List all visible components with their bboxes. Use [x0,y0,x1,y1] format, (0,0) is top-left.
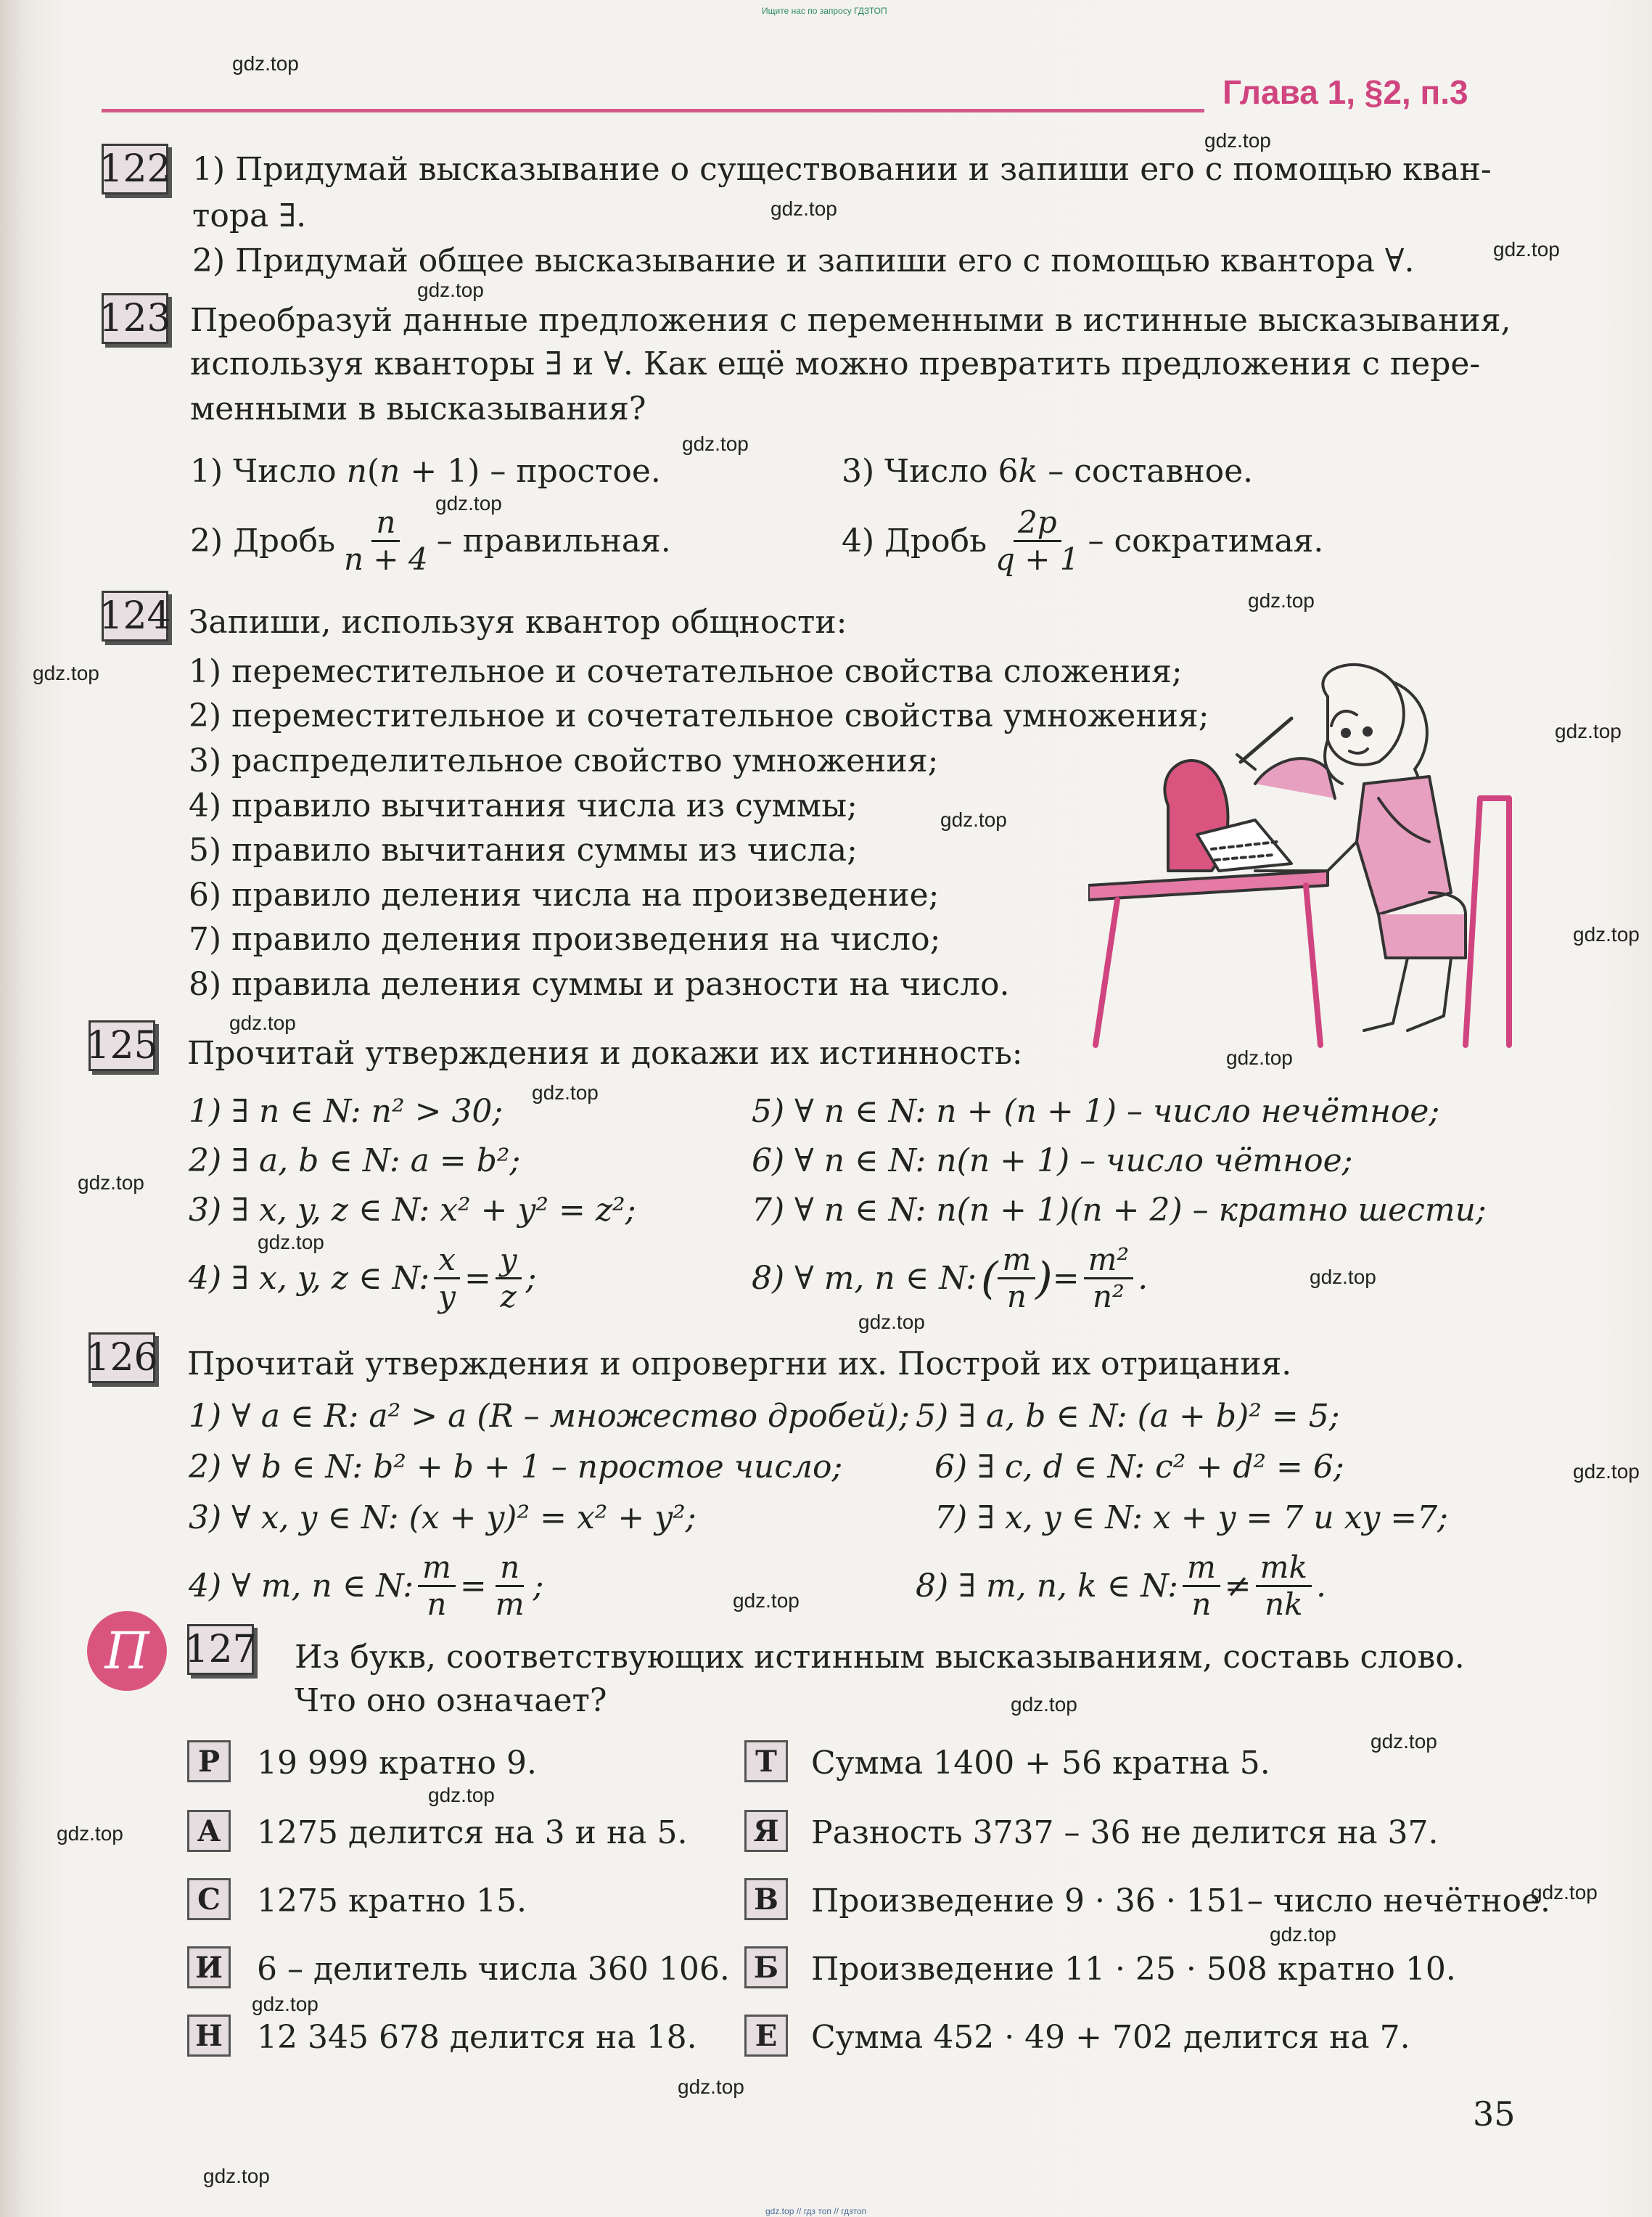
task-123-item-4: 4) Дробь $\frac{2p}{q + 1}$ – сократимая. [842,504,1324,578]
task-127-line: Что оно означает? [295,1682,607,1719]
task-125-item-3: 3) ∃ x, y, z ∈ N: x² + y² = z²; [189,1192,636,1229]
letter-box: Я [744,1810,788,1852]
watermark: gdz.top [1573,923,1640,946]
task-123-item-2: 2) Дробь $\frac{n}{n + 4}$ – правильная. [190,504,671,578]
watermark: gdz.top [1226,1046,1293,1069]
task-125-item-6: 6) ∀ n ∈ N: n(n + 1) – число чётное; [752,1142,1353,1179]
letter-box: С [187,1878,231,1920]
letter-box: Б [744,1946,788,1988]
letter-box: Е [744,2015,788,2057]
statement: 1275 делится на 3 и на 5. [257,1814,688,1851]
task-125-item-4: 4) ∃ x, y, z ∈ N: $\frac{x}{y}$ = $\frac{y}{z}$ ; [189,1242,537,1315]
watermark: gdz.top [78,1171,144,1194]
watermark: gdz.top [940,808,1007,831]
task-number-124: 124 [102,591,168,642]
task-124-item: 5) правило вычитания суммы из числа; [189,832,858,869]
task-126-title: Прочитай утверждения и опровергни их. Построй их отрицания. [187,1345,1292,1382]
task-124-item: 3) распределительное свойство умножения; [189,742,939,779]
statement: Произведение 9 · 36 · 151– число нечётное. [811,1882,1551,1919]
watermark: gdz.top [57,1822,123,1845]
watermark: gdz.top [258,1231,324,1253]
page-number: 35 [1473,2094,1516,2134]
letter-box: Т [744,1740,788,1782]
task-126-item-3: 3) ∀ x, y ∈ N: (x + y)² = x² + y²; [189,1499,696,1536]
letter-box: А [187,1810,231,1852]
watermark: gdz.top [1493,238,1560,261]
task-126-item-4: 4) ∀ m, n ∈ N: $\frac{m}{n}$ = $\frac{n}{m}$ ; [189,1549,544,1623]
top-note: Ищите нас по запросу ГДЗТОП [762,6,887,16]
watermark: gdz.top [678,2075,744,2098]
watermark: gdz.top [252,1993,319,2015]
statement: Разность 3737 – 36 не делится на 37. [811,1814,1439,1851]
watermark: gdz.top [1573,1460,1640,1483]
task-125-item-7: 7) ∀ n ∈ N: n(n + 1)(n + 2) – кратно шести; [752,1192,1487,1229]
watermark: gdz.top [33,662,99,684]
statement: Произведение 11 · 25 · 508 кратно 10. [811,1951,1456,1988]
task-number-125: 125 [89,1020,155,1071]
watermark: gdz.top [435,492,502,515]
task-122-line: тора ∃. [192,197,307,234]
task-127-line: Из букв, соответствующих истинным высказываниям, составь слово. [295,1639,1465,1676]
watermark: gdz.top [1555,720,1622,742]
letter-box: И [187,1946,231,1988]
statement: Сумма 452 · 49 + 702 делится на 7. [811,2019,1410,2056]
task-124-title: Запиши, используя квантор общности: [189,604,847,641]
task-124-item: 4) правило вычитания числа из суммы; [189,787,858,824]
watermark: gdz.top [858,1311,925,1333]
task-124-item: 7) правило деления произведения на число; [189,921,941,958]
pi-badge-icon: П [87,1611,167,1691]
task-124-item: 1) переместительное и сочетательное свойства сложения; [189,653,1183,690]
task-number-123: 123 [102,293,168,344]
task-123-line: Преобразуй данные предложения с переменными в истинные высказывания, [190,302,1511,339]
watermark: gdz.top [229,1012,296,1034]
task-125-item-1: 1) ∃ n ∈ N: n² > 30; [189,1093,504,1130]
task-125-item-8: 8) ∀ m, n ∈ N: ( $\frac{m}{n}$ ) = $\frac{\text{m²}}{\text{n²}}$ . [752,1242,1148,1315]
letter-box: Р [187,1740,231,1782]
watermark: gdz.top [1270,1923,1336,1946]
task-126-item-6: 6) ∃ c, d ∈ N: c² + d² = 6; [934,1448,1344,1485]
watermark: gdz.top [417,279,484,301]
watermark: gdz.top [203,2165,270,2187]
task-126-item-2: 2) ∀ b ∈ N: b² + b + 1 – простое число; [189,1448,843,1485]
task-126-item-8: 8) ∃ m, n, k ∈ N: $\frac{m}{n}$ ≠ $\frac{mk}{nk}$ . [916,1549,1326,1623]
watermark: gdz.top [1531,1881,1598,1903]
watermark: gdz.top [1370,1730,1437,1753]
watermark: gdz.top [770,197,837,220]
task-124-item: 6) правило деления числа на произведение; [189,877,940,914]
statement: 6 – делитель числа 360 106. [257,1951,730,1988]
task-number-122: 122 [102,144,168,194]
watermark: gdz.top [428,1784,495,1806]
watermark: gdz.top [1248,589,1315,612]
task-124-item: 8) правила деления суммы и разности на число. [189,966,1010,1003]
bottom-note: gdz.top // гдз топ // гдзтоп [765,2206,867,2216]
task-123-item-3: 3) Число 6k – составное. [842,453,1254,490]
letter-box: Н [187,2015,231,2057]
statement: Сумма 1400 + 56 кратна 5. [811,1745,1270,1782]
task-number-127: 127 [187,1624,254,1675]
statement: 19 999 кратно 9. [257,1745,537,1782]
task-125-title: Прочитай утверждения и докажи их истинность: [187,1035,1023,1072]
watermark: gdz.top [532,1081,599,1104]
task-126-item-5: 5) ∃ a, b ∈ N: (a + b)² = 5; [916,1398,1340,1435]
watermark: gdz.top [1011,1693,1077,1716]
letter-box: В [744,1878,788,1920]
watermark: gdz.top [1310,1266,1376,1288]
task-123-line: менными в высказывания? [190,390,646,427]
task-125-item-2: 2) ∃ a, b ∈ N: a = b²; [189,1142,521,1179]
watermark: gdz.top [682,433,749,455]
task-126-item-1: 1) ∀ a ∈ R: a² > a (R – множество дробей); [189,1398,910,1435]
chapter-heading: Глава 1, §2, п.3 [1222,73,1468,111]
watermark: gdz.top [733,1589,800,1612]
task-122-line: 1) Придумай высказывание о существовании и запиши его с помощью кван- [192,151,1492,188]
girl-writing-illustration [1088,653,1524,1060]
task-123-item-1: 1) Число n(n + 1) – простое. [190,453,661,490]
task-126-item-7: 7) ∃ x, y ∈ N: x + y = 7 и xy =7; [934,1499,1448,1536]
task-123-line: используя кванторы ∃ и ∀. Как ещё можно превратить предложения с пере- [190,345,1481,382]
task-122-line: 2) Придумай общее высказывание и запиши его с помощью квантора ∀. [192,242,1415,279]
task-125-item-5: 5) ∀ n ∈ N: n + (n + 1) – число нечётное; [752,1093,1440,1130]
statement: 1275 кратно 15. [257,1882,527,1919]
watermark: gdz.top [232,52,299,75]
watermark: gdz.top [1204,129,1271,152]
task-124-item: 2) переместительное и сочетательное свойства умножения; [189,697,1209,734]
statement: 12 345 678 делится на 18. [257,2019,697,2056]
task-number-126: 126 [89,1332,155,1383]
header-rule [102,109,1204,112]
